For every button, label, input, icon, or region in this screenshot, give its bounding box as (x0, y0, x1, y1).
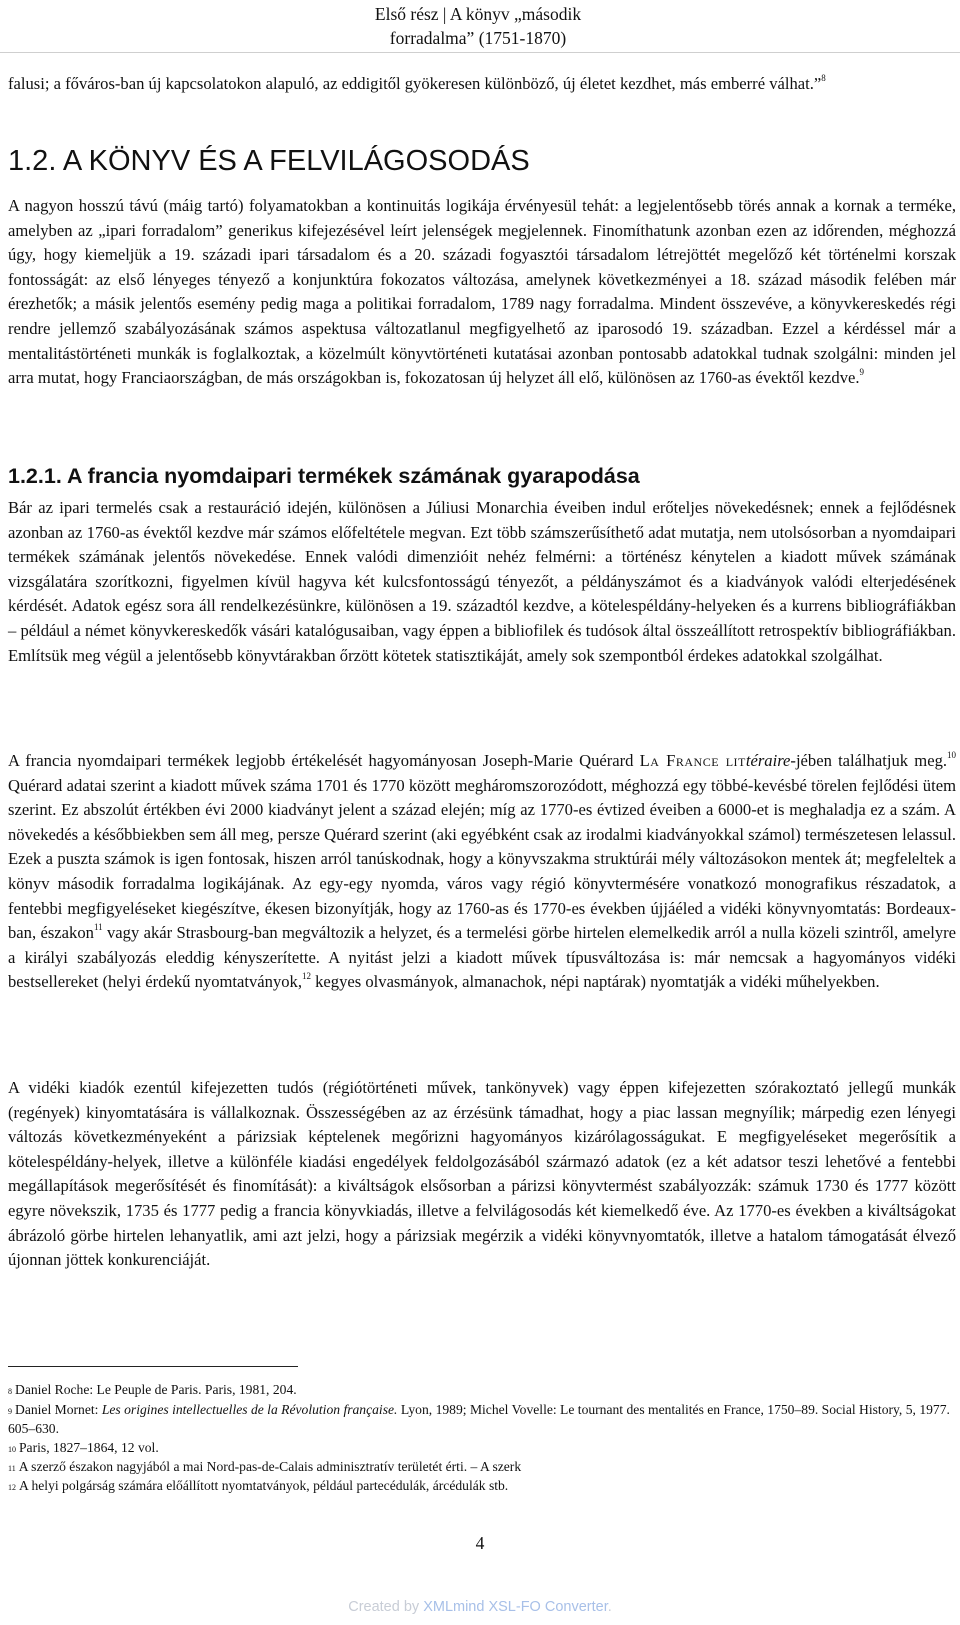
footnote-number: 11 (8, 1464, 16, 1473)
paragraph-text: -jében találhatjuk meg. (790, 751, 948, 770)
footnote-text: Daniel Mornet: (15, 1402, 102, 1417)
book-title-italic: téraire (745, 751, 791, 770)
subsection-paragraph-2 (8, 749, 956, 995)
section-title: 1.2. A KÖNYV ÉS A FELVILÁGOSODÁS (8, 145, 530, 177)
footnote-10 (8, 1438, 956, 1457)
footnote-11 (8, 1457, 956, 1476)
running-header (348, 2, 608, 50)
generator-credit (0, 1599, 960, 1615)
header-line-1: Első rész | A könyv „második (374, 4, 582, 24)
intro-paragraph (8, 72, 956, 97)
footnote-number: 8 (8, 1387, 12, 1396)
subsection-title: 1.2.1. A francia nyomdaipari termékek számának gyarapodása (8, 464, 640, 488)
footnote-text: A szerző északon nagyjából a mai Nord-pas-de-Calais adminisztratív területét érti. – A szerk (18, 1459, 522, 1474)
footnote-text: Daniel Roche: Le Peuple de Paris. Paris, 1981, 204. (15, 1382, 297, 1397)
footnote-ref-8[interactable]: 8 (821, 73, 826, 83)
footnote-number: 9 (8, 1407, 12, 1416)
footnote-ref-12[interactable]: 12 (301, 971, 311, 982)
footnote-8 (8, 1380, 956, 1399)
subsection-paragraph-3 (8, 1076, 956, 1273)
footnote-number: 12 (8, 1483, 16, 1492)
credit-brand[interactable]: XMLmind XSL-FO Converter (423, 1599, 608, 1615)
footnote-ref-9[interactable]: 9 (859, 367, 865, 378)
header-divider (0, 52, 960, 53)
footnote-text: A helyi polgárság számára előállított nyomtatványok, például partecédulák, árcédulák stb. (19, 1478, 509, 1493)
credit-suffix: . (607, 1599, 612, 1615)
header-line-2: forradalma” (1751-1870) (389, 28, 567, 48)
footnote-italic-title: Les origines intellectuelles de la Révolution française. (101, 1402, 398, 1417)
subsection-paragraph-1 (8, 496, 956, 668)
paragraph-text: vagy akár Strasbourg-ban megváltozik a helyzet, és a termelési görbe hirtelen elemelkedik arról a nulla közeli szintről, amelyre a királyi szabályozás eleddig kényszerítette. A nyitást jelzi a kiadott művek típusváltozása is: már nemcsak a hagyományos vidéki bestsellereket (helyi érdekű nyomtatványok, (8, 923, 957, 992)
credit-prefix: Created by (348, 1599, 424, 1615)
intro-text: falusi; a főváros-ban új kapcsolatokon alapuló, az eddigitől gyökeresen különböző, új életet kezdhet, más emberré válhat.” (8, 74, 822, 93)
paragraph-text: A francia nyomdaipari termékek legjobb értékelését hagyományosan Joseph-Marie Quérard (8, 751, 640, 770)
footnote-text: Paris, 1827–1864, 12 vol. (19, 1440, 159, 1455)
section-paragraph (8, 194, 956, 391)
paragraph-text: Bár az ipari termelés csak a restauráció idején, különösen a Júliusi Monarchia éveiben indul erőteljes növekedésnek; ennek a fejlődésnek azonban az 1760-as évektől kezdve már számos előfeltétele megvan. Ezt több számszerűsíthető adat mutatja, nem utolsósorban a nyomdaipari termékek számának jelentős növekedése. Ennek valódi dimenzióit nehéz felmérni: a történész kénytelen a kiadott művek számának vizsgálatára szorítkozni, figyelmen kívül hagyva két kulcsfontosságú tényezőt, a példányszámot és a kiadványok valódi elterjedésének kérdését. Adatok egész sora áll rendelkezésünkre, különösen a 19. századtól kezdve, a kötelespéldány-helyeken és a kurrens bibliográfiákban – például a német könyvkereskedők vásári katalógusaiban, vagy éppen a bibliofilek és tudósok által összeállított retrospektív bibliográfiákban. Említsük meg végül a jelentősebb könyvtárakban őrzött kötetek statisztikáját, amely sok szempontból érdekes adatokkal szolgálhat. (8, 498, 956, 665)
footnote-ref-10[interactable]: 10 (947, 750, 957, 760)
paragraph-text: Quérard adatai szerint a kiadott művek száma 1701 és 1770 között megháromszorozódott, méghozzá egy többé-kevésbé törelen fejlődési ütem szerint. Ez abszolút értékben évi 2000 kiadványt jelent a század elején; míg az 1770-es évtized éveiben a 6000-et is meghaladja ez a szám. A növekedés a későbbiekben sem áll meg, persze Quérard szerint (aki egyébként csak az irodalmi kiadványokkal számol) természetesen lelassul. Ezek a puszta számok is igen fontosak, hiszen arról tanúskodnak, hogy a könyvszakma struktúrái mély változásokon mentek át; megfeleltek a könyv második forradalma logikájának. Az egy-egy nyomda, város vagy régió könyvtermésére vonatkozó monografikus részadatok, a fentebbi megfigyeléseket kiegészítve, ékesen bizonyítják, hogy az 1760-as és 1770-es években újjáéled a vidéki könyvnyomtatás: Bordeaux-ban, északon (8, 775, 956, 943)
footnote-9 (8, 1400, 956, 1438)
footnote-text: Lyon, 1989; Michel Vovelle: Le tournant des mentalités en France, 1750–89. Social History, 5, 1977. 605–630. (8, 1402, 950, 1436)
paragraph-text: kegyes olvasmányok, almanachok, népi naptárak) nyomtatják a vidéki műhelyekben. (310, 972, 880, 992)
page-number: 4 (475, 1533, 485, 1553)
paragraph-text: A vidéki kiadók ezentúl kifejezetten tudós (régiótörténeti művek, tankönyvek) vagy éppen kifejezetten szórakoztató jellegű munkák (regények) kinyomtatására is vállalkoznak. Összességében az az érzésünk támadhat, hogy a piac lassan megnyílik; márpedig ezen lényegi változás következményeként a párizsiak képtelenek megőrizni hagyományos kizárólagosságukat. E megfigyeléseket megerősítik a kötelespéldány-helyek, illetve a különféle kiadási engedélyek feldolgozásából származó adatok (ez a két adatsor teszi lehetővé a fentebbi megállapítások megerősítését és finomítását): a kiváltságok elsősorban a párizsi könyvtermést szabályozzák: számuk 1730 és 1777 között egyre növekszik, 1735 és 1777 pedig a francia könyvkiadás, illetve a felvilágosodás két kiemelkedő éve. Az 1770-es években a kiváltságokat ábrázoló görbe hirtelen lehanyatlik, ami azt jelzi, hogy a párizsiak megérzik a vidéki könyvnyomtatók, illetve a hatalom támogatását élvező újonnan jöttek konkurenciáját. (8, 1078, 956, 1270)
footnote-number: 10 (8, 1445, 16, 1454)
footnote-divider (8, 1366, 298, 1367)
section-text: A nagyon hosszú távú (máig tartó) folyamatokban a kontinuitás logikája érvényesül tehát: a legjelentősebb törés annak a kornak a terméke, amelyben az „ipari forradalom” generikus kifejezésével leírt jelenségek megjelennek. Finomíthatunk azonban ezen az időrenden, méghozzá úgy, hogy kiemeljük a 19. századi ipari társadalom és a 20. századi fogyasztói társadalom létrejöttét megelőző két történelmi korszak fontosságát: az első lényeges tényező a konjunktúra fokozatos változása, amelynek következményei a 18. század második felében már érezhetők; a másik jelentős esemény pedig maga a politikai forradalom, 1789 nagy forradalma. Mindent összevéve, a könyvkereskedés régi rendre jellemző szabályozásának számos aspektusa változatlanul megfigyelhető az iparosodó 19. században. Ezzel a kérdéssel már a mentalitástörténeti munkák is foglalkoztak, a közelmúlt könyvtörténeti kutatásai azonban pontosabb adatokkal tudnak szolgálni: minden jel arra mutat, hogy Franciaországban, de más országokban is, fokozatosan új helyzet áll elő, különösen az 1760-as évektől kezdve. (8, 196, 956, 388)
footnote-12 (8, 1476, 956, 1495)
footnote-ref-11[interactable]: 11 (93, 922, 103, 933)
book-title: La France lit (639, 751, 746, 770)
